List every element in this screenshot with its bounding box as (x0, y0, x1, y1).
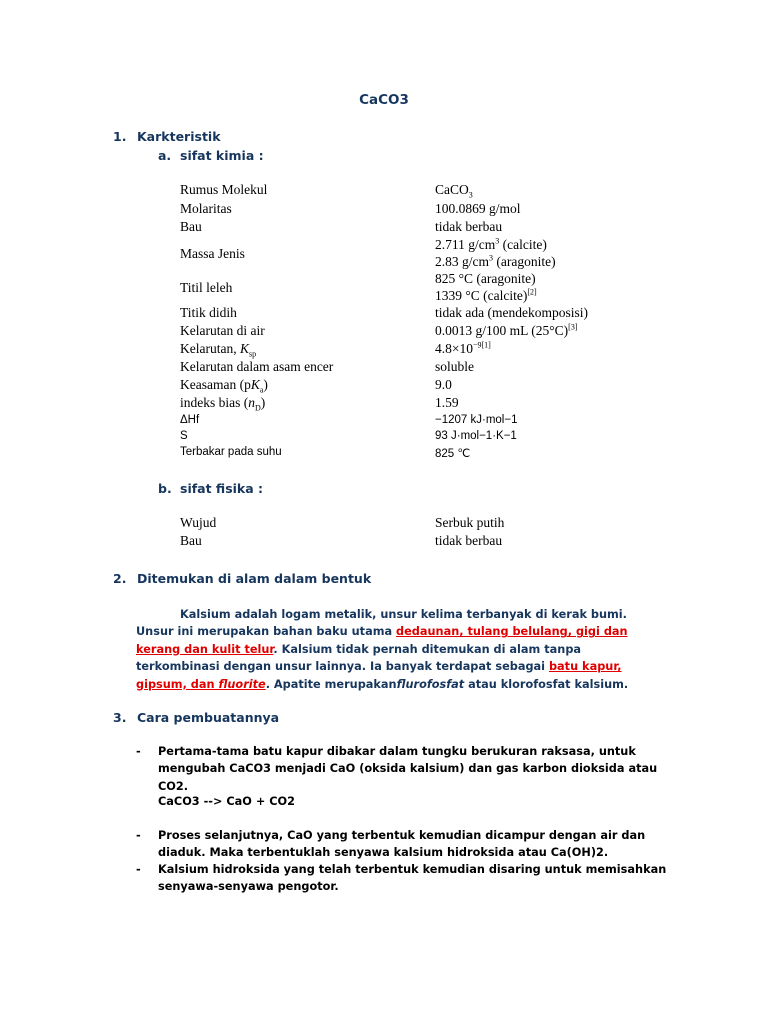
page-title: CaCO3 (359, 92, 409, 108)
property-label: Bau (180, 533, 202, 548)
property-value: 1339 °C (calcite)[2] (435, 287, 537, 303)
list-item-text: Kalsium hidroksida yang telah terbentuk kemudian disaring untuk memisahkan senyawa-senyawa pengotor. (158, 863, 667, 894)
list-item-text: Proses selanjutnya, CaO yang terbentuk kemudian dicampur dengan air dan diaduk. Maka terbentuklah senyawa kalsium hidroksida atau Ca(OH)2. (158, 829, 646, 860)
section-number: 2. (113, 571, 127, 586)
property-label: Kelarutan di air (180, 323, 265, 338)
property-label: Molaritas (180, 201, 232, 216)
section-2-paragraph: Kalsium adalah logam metalik, unsur kelima terbanyak di kerak bumi. Unsur ini merupakan bahan baku utama dedaunan, tulang belulang, gigi dan kerang dan kulit telur. Kalsium tidak pernah ditemukan di alam tanpa terkombinasi dengan unsur lainnya. Ia banyak terdapat sebagai batu kapur, gipsum, dan fluorite. Apatite merupakanflurofosfat atau klorofosfat kalsium. (136, 608, 629, 691)
property-value: 0.0013 g/100 mL (25°C)[3] (435, 322, 578, 338)
property-value: tidak ada (mendekomposisi) (435, 305, 588, 320)
property-value: 93 J·mol−1·K−1 (435, 430, 517, 442)
property-value: 9.0 (435, 377, 452, 392)
property-value: −1207 kJ·mol−1 (435, 414, 518, 426)
property-label: indeks bias $(n_D)$ (180, 395, 266, 413)
subsection-heading-text: sifat fisika : (180, 481, 264, 496)
section-heading-text: Karkteristik (137, 129, 221, 144)
property-value: soluble (435, 359, 474, 374)
property-label: Rumus Molekul (180, 182, 268, 197)
property-label: Wujud (180, 515, 217, 530)
subsection-letter: b. (158, 481, 172, 496)
property-value: 2.711 $g/cm^3$ (calcite) (435, 236, 547, 252)
section-number: 1. (113, 129, 127, 144)
list-item-text: Pertama-tama batu kapur dibakar dalam tungku berukuran raksasa, untuk mengubah CaCO3 menjadi CaO (oksida kalsium) dan gas karbon dioksida atau CO2. (158, 745, 658, 793)
property-label: Massa Jenis (180, 246, 245, 261)
property-label: Bau (180, 219, 202, 234)
property-value: tidak berbau (435, 533, 503, 548)
property-label: Kelarutan dalam asam encer (180, 359, 334, 374)
property-value: $4.8\times 10^{-9[1]}$ (435, 340, 491, 356)
property-value: Serbuk putih (435, 515, 505, 530)
property-value: 825 °C (aragonite) (435, 271, 536, 286)
property-label: Terbakar pada suhu (180, 446, 282, 458)
section-number: 3. (113, 710, 127, 725)
property-value: 825 ℃ (435, 448, 471, 460)
property-value: tidak berbau (435, 219, 503, 234)
property-label: ΔHf (180, 414, 200, 426)
property-label: Titil leleh (180, 280, 233, 295)
property-label: Kelarutan, $K_{sp}$ (180, 341, 257, 359)
section-2-heading (113, 571, 371, 586)
property-label: Keasaman $(pK_a)$ (180, 377, 268, 395)
highlighted-text: batu kapur, gipsum, dan fluorite (136, 660, 622, 691)
property-value: 1.59 (435, 395, 459, 410)
subsection-heading-text: sifat kimia : (180, 148, 264, 163)
list-bullet: - (136, 829, 141, 842)
highlighted-text: dedaunan, tulang belulang, gigi dan kerang dan kulit telur (136, 625, 628, 656)
section-3-heading (113, 710, 279, 725)
section-heading-text: Cara pembuatannya (137, 710, 280, 725)
section-heading-text: Ditemukan di alam dalam bentuk (137, 571, 372, 586)
list-bullet: - (136, 863, 141, 876)
subsection-b-heading (158, 481, 263, 496)
subsection-a-heading (158, 148, 264, 163)
property-label: S (180, 430, 188, 442)
property-value: CaCO$_3$ (435, 182, 473, 200)
property-value: 2.83 $g/cm^3$ (aragonite) (435, 253, 556, 269)
section-1-heading (113, 129, 221, 144)
property-label: Titik didih (180, 305, 237, 320)
subsection-letter: a. (158, 148, 172, 163)
property-value: 100.0869 g/mol (435, 201, 521, 216)
list-bullet: - (136, 745, 141, 758)
reaction-equation: CaCO3 --> CaO + CO2 (158, 795, 295, 808)
